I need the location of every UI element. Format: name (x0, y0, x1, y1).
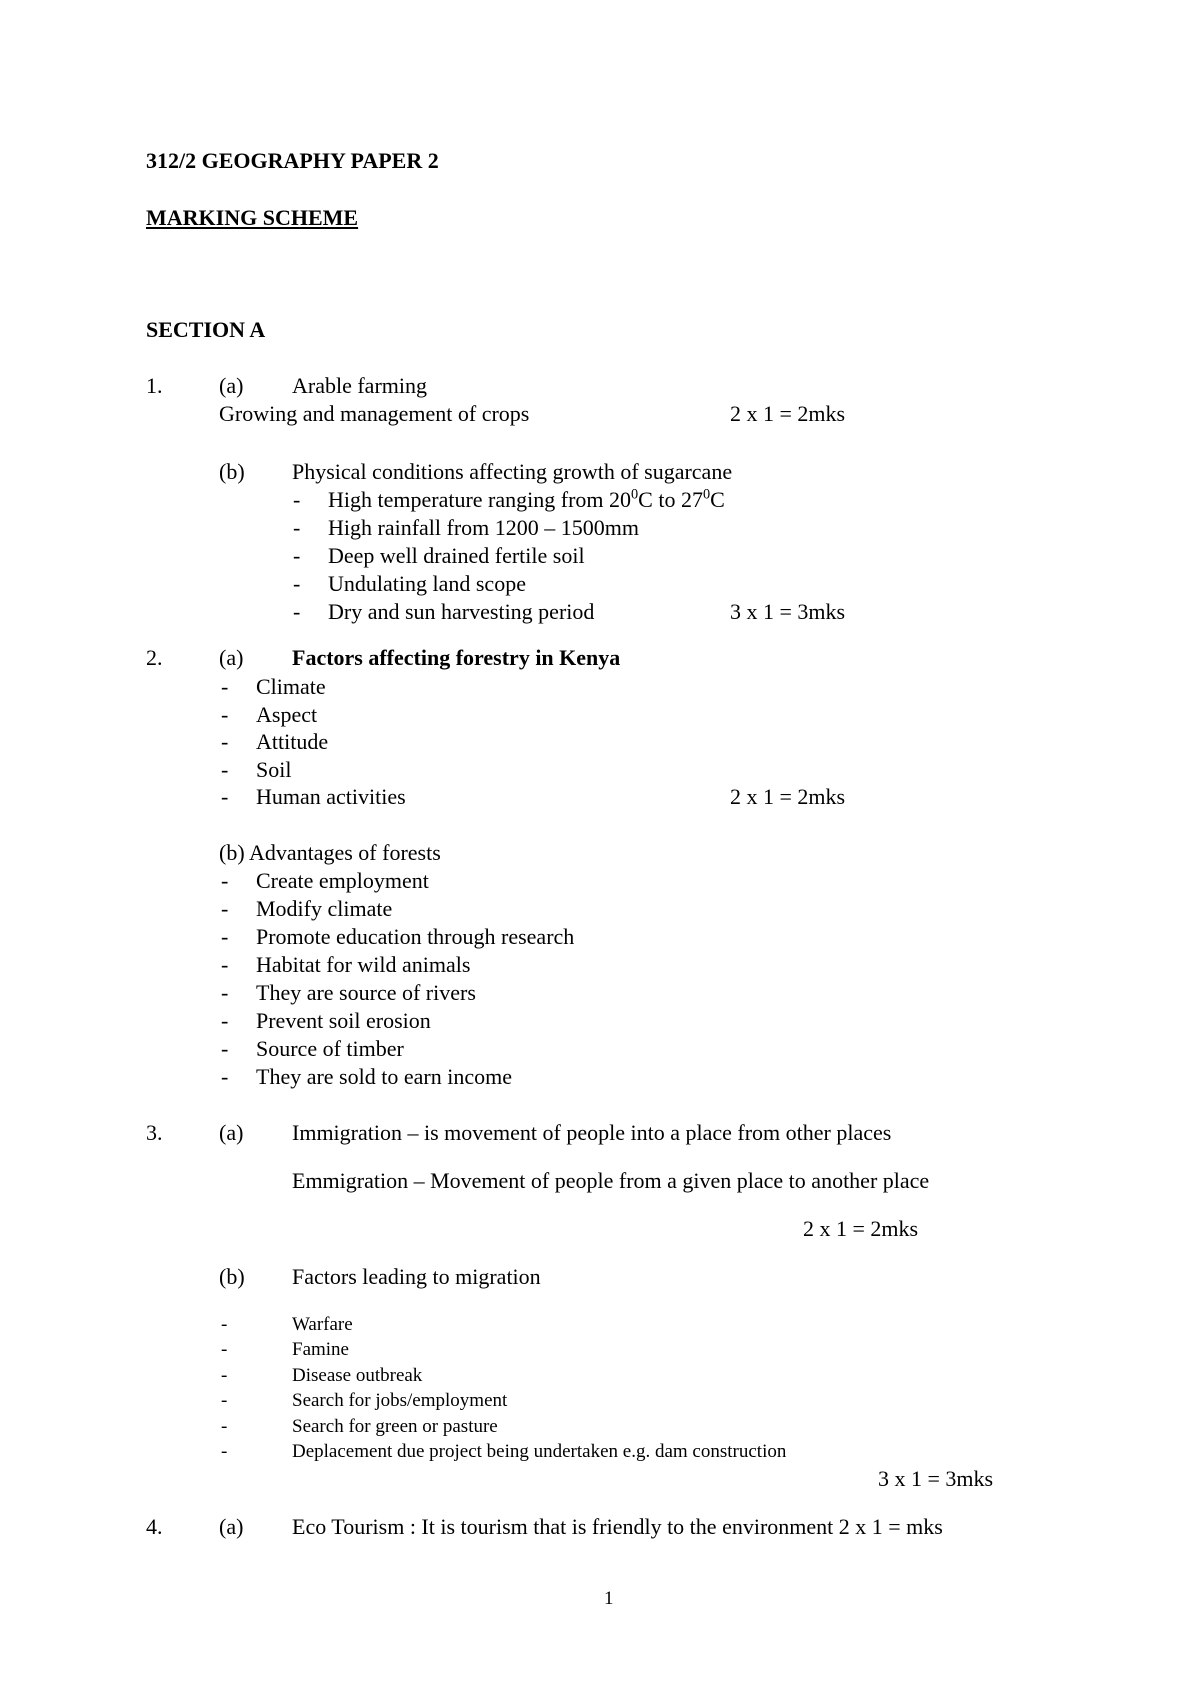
q1-a-label: (a) (219, 373, 244, 398)
bullet: - (293, 543, 301, 568)
bullet: - (221, 1390, 228, 1411)
bullet: - (293, 515, 301, 540)
q3-a-immigration: Immigration – is movement of people into a place from other places (292, 1120, 892, 1145)
q3-a-marks: 2 x 1 = 2mks (803, 1216, 919, 1241)
list-item: Disease outbreak (292, 1365, 423, 1386)
q3-b-title: Factors leading to migration (292, 1264, 541, 1289)
list-item: Dry and sun harvesting period (328, 599, 595, 624)
q1-a-title: Arable farming (292, 373, 427, 398)
list-item: Create employment (256, 868, 429, 893)
list-item: Source of timber (256, 1036, 404, 1061)
bullet: - (221, 980, 229, 1005)
q1-a-answer: Growing and management of crops (219, 401, 530, 426)
list-item: Undulating land scope (328, 571, 526, 596)
section-a-heading: SECTION A (146, 317, 266, 342)
bullet: - (221, 1008, 229, 1033)
q3-b-label: (b) (219, 1264, 245, 1289)
q4-a-text: Eco Tourism : It is tourism that is friendly to the environment 2 x 1 = mks (292, 1514, 943, 1539)
bullet: - (221, 868, 229, 893)
list-item: Human activities (256, 784, 406, 809)
list-item: Attitude (256, 729, 329, 754)
bullet: - (221, 1441, 228, 1462)
marking-scheme-heading: MARKING SCHEME (146, 205, 359, 230)
q3-a-emmigration: Emmigration – Movement of people from a given place to another place (292, 1168, 930, 1193)
q1-b-marks: 3 x 1 = 3mks (730, 599, 846, 624)
bullet: - (221, 1416, 228, 1437)
list-item: Deep well drained fertile soil (328, 543, 585, 568)
bullet: - (293, 487, 301, 512)
list-item: Warfare (292, 1314, 353, 1335)
list-item: They are source of rivers (256, 980, 476, 1005)
bullet: - (221, 1036, 229, 1061)
bullet: - (221, 1365, 228, 1386)
bullet: - (221, 784, 229, 809)
list-item: Prevent soil erosion (256, 1008, 431, 1033)
bullet: - (293, 571, 301, 596)
bullet: - (221, 1339, 228, 1360)
list-item: High temperature ranging from $20^0C$ to $27^0C$ (328, 486, 725, 512)
q2-b-title: (b) Advantages of forests (219, 840, 441, 865)
list-item: Deplacement due project being undertaken e.g. dam construction (292, 1441, 787, 1462)
q1-b-label: (b) (219, 459, 245, 484)
bullet: - (221, 896, 229, 921)
q3-a-label: (a) (219, 1120, 244, 1145)
list-item: Climate (256, 674, 326, 699)
list-item: Habitat for wild animals (256, 952, 471, 977)
list-item: Modify climate (256, 896, 393, 921)
q4-number: 4. (146, 1514, 163, 1539)
bullet: - (221, 924, 229, 949)
list-item: Famine (292, 1339, 349, 1360)
q1-a-marks: 2 x 1 = 2mks (730, 401, 846, 426)
bullet: - (221, 729, 229, 754)
list-item: Aspect (256, 702, 318, 727)
q1-b-title: Physical conditions affecting growth of sugarcane (292, 459, 733, 484)
paper-title: 312/2 GEOGRAPHY PAPER 2 (146, 148, 439, 173)
list-item: Search for green or pasture (292, 1416, 498, 1437)
list-item: Search for jobs/employment (292, 1390, 508, 1411)
q2-number: 2. (146, 645, 163, 670)
q3-b-marks: 3 x 1 = 3mks (878, 1466, 994, 1491)
bullet: - (293, 599, 301, 624)
list-item: Promote education through research (256, 924, 575, 949)
q2-a-marks: 2 x 1 = 2mks (730, 784, 846, 809)
q3-number: 3. (146, 1120, 163, 1145)
list-item: They are sold to earn income (256, 1064, 512, 1089)
q2-a-title: Factors affecting forestry in Kenya (292, 645, 621, 670)
list-item: High rainfall from 1200 – 1500mm (328, 515, 640, 540)
q2-a-label: (a) (219, 645, 244, 670)
list-item: Soil (256, 757, 292, 782)
bullet: - (221, 1314, 228, 1335)
bullet: - (221, 702, 229, 727)
q4-a-label: (a) (219, 1514, 244, 1539)
bullet: - (221, 757, 229, 782)
bullet: - (221, 1064, 229, 1089)
bullet: - (221, 952, 229, 977)
page-number: 1 (604, 1588, 614, 1609)
bullet: - (221, 674, 229, 699)
q1-number: 1. (146, 373, 163, 398)
